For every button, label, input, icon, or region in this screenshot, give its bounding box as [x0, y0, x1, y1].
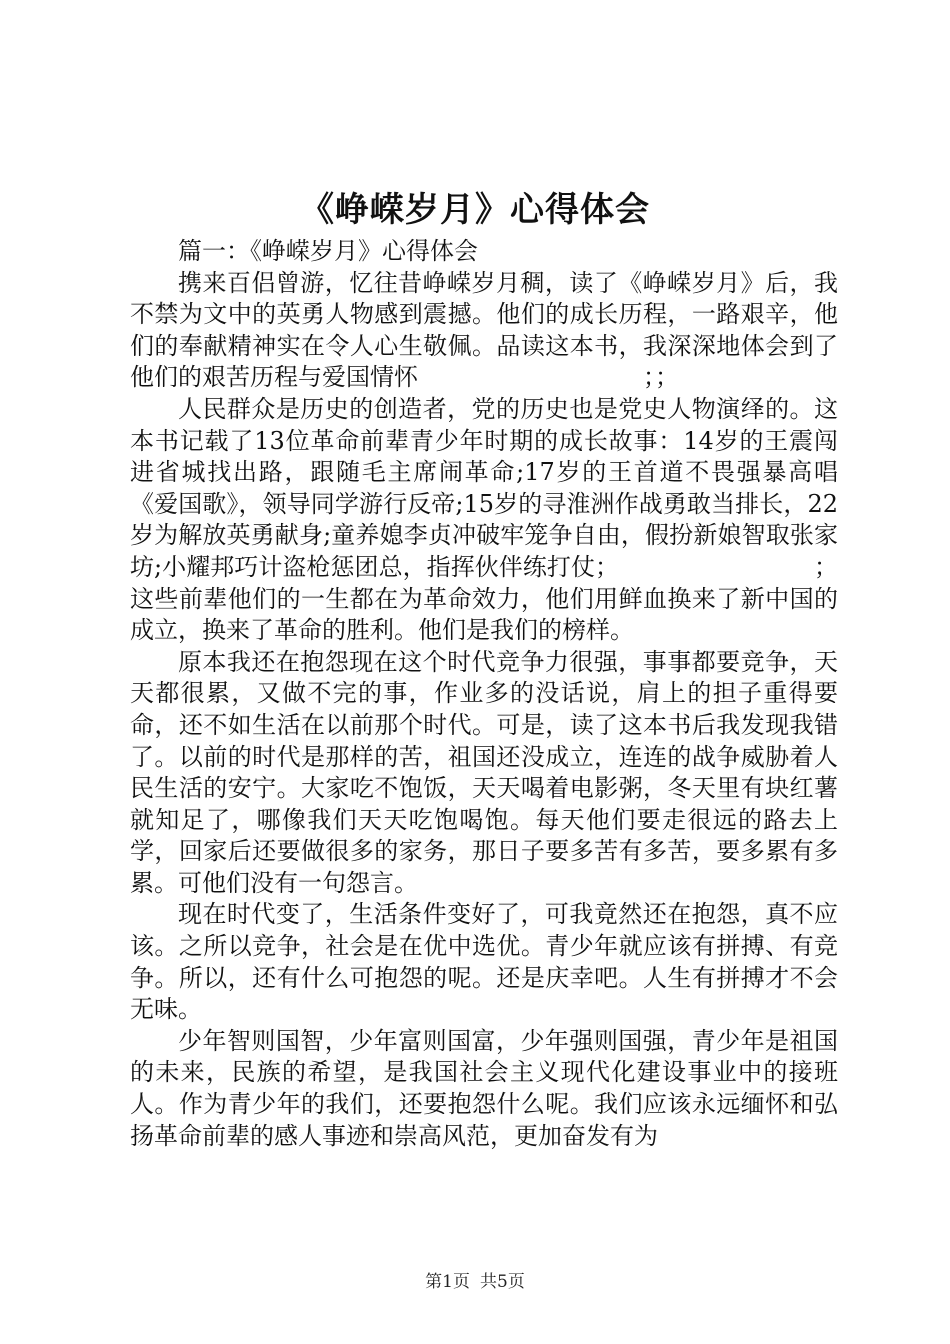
paragraph-2-text-a: 人民群众是历史的创造者，党的历史也是党史人物演绎的。这本书记载了13位革命前辈青少年时期的成长故事：14岁的王震闯进省城找出路，跟随毛主席闹革命;17岁的王首道不畏强暴高唱《爱国歌》，领导同学游行反帝;15岁的寻淮洲作战勇敢当排长，22岁为解放英勇献身;童养媳李贞冲破牢笼争自由，假扮新娘智取张家坊;小耀邦巧计盗枪惩团总，指挥伙伴练打仗	[130, 394, 838, 581]
paragraph-2	[130, 394, 838, 647]
paragraph-1-tail: ；；	[643, 363, 679, 392]
paragraph-5: 少年智则国智，少年富则国富，少年强则国强，青少年是祖国的未来，民族的希望，是我国社会主义现代化建设事业中的接班人。作为青少年的我们，还要抱怨什么呢。我们应该永远缅怀和弘扬革命前辈的感人事迹和崇高风范，更加奋发有为	[130, 1026, 838, 1150]
document-body	[130, 236, 838, 1152]
paragraph-4: 现在时代变了，生活条件变好了，可我竟然还在抱怨，真不应该。之所以竞争，社会是在优中选优。青少年就应该有拼搏、有竞争。所以，还有什么可抱怨的呢。还是庆幸吧。人生有拼搏才不会无味。	[130, 900, 838, 1024]
page-number: 第1页	[425, 1272, 470, 1292]
page-total: 共5页	[480, 1272, 525, 1292]
page-title: 《峥嵘岁月》心得体会	[300, 190, 650, 230]
section-heading: 篇一：《峥嵘岁月》心得体会	[178, 237, 478, 265]
paragraph-2-text-b: ；这些前辈他们的一生都在为革命效力，他们用鲜血换来了新中国的成立，换来了革命的胜利。他们是我们的榜样。	[130, 552, 838, 645]
paragraph-1	[130, 268, 838, 394]
paragraph-1-text: 携来百侣曾游，忆往昔峥嵘岁月稠，读了《峥嵘岁月》后，我不禁为文中的英勇人物感到震撼。他们的成长历程，一路艰辛，他们的奉献精神实在令人心生敬佩。品读这本书，我深深地体会到了他们的艰苦历程与爱国情怀	[130, 268, 838, 392]
paragraph-3: 原本我还在抱怨现在这个时代竞争力很强，事事都要竞争，天天都很累，又做不完的事，作业多的没话说，肩上的担子重得要命，还不如生活在以前那个时代。可是，读了这本书后我发现我错了。以前的时代是那样的苦，祖国还没成立，连连的战争威胁着人民生活的安宁。大家吃不饱饭，天天喝着电影粥，冬天里有块红薯就知足了，哪像我们天天吃饱喝饱。每天他们要走很远的路去上学，回家后还要做很多的家务，那日子要多苦有多苦，要多累有多累。可他们没有一句怨言。	[130, 647, 838, 897]
paragraph-2-separator: ；	[595, 552, 619, 581]
page-footer	[0, 1270, 950, 1294]
